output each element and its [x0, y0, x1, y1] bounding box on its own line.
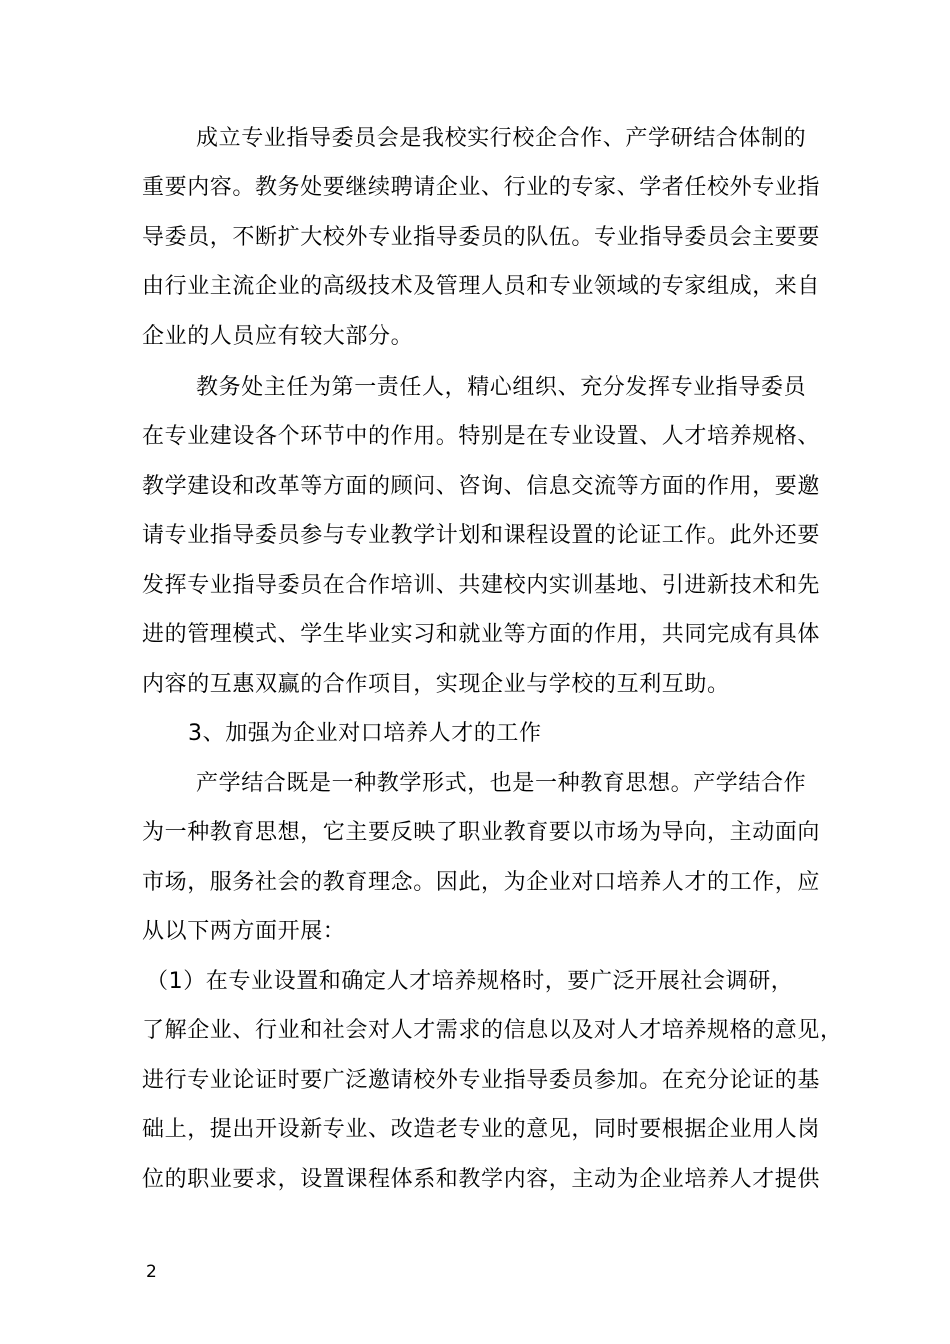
page-number: 2	[146, 1262, 157, 1282]
paragraph-3-line-4: 从以下两方面开展：	[142, 919, 346, 944]
paragraph-4-line-4: 础上，提出开设新专业、改造老专业的意见，同时要根据企业用人岗	[142, 1117, 821, 1142]
paragraph-1-line-1: 成立专业指导委员会是我校实行校企合作、产学研结合体制的	[196, 126, 807, 151]
paragraph-2-line-3: 教学建设和改革等方面的顾问、咨询、信息交流等方面的作用，要邀	[142, 474, 821, 499]
paragraph-2-line-6: 进的管理模式、学生毕业实习和就业等方面的作用，共同完成有具体	[142, 622, 821, 647]
paragraph-2-line-7: 内容的互惠双赢的合作项目，实现企业与学校的互利互助。	[142, 672, 730, 697]
section-heading: 3、加强为企业对口培养人才的工作	[188, 721, 542, 746]
paragraph-4-line-3: 进行专业论证时要广泛邀请校外专业指导委员参加。在充分论证的基	[142, 1068, 821, 1093]
paragraph-1-line-5: 企业的人员应有较大部分。	[142, 324, 414, 349]
paragraph-2-line-2: 在专业建设各个环节中的作用。特别是在专业设置、人才培养规格、	[142, 424, 821, 449]
paragraph-4-line-1: （1）在专业设置和确定人才培养规格时，要广泛开展社会调研，	[146, 969, 794, 994]
paragraph-2-line-1: 教务处主任为第一责任人，精心组织、充分发挥专业指导委员	[196, 375, 807, 400]
paragraph-1-line-4: 由行业主流企业的高级技术及管理人员和专业领域的专家组成，来自	[142, 274, 821, 299]
paragraph-3-line-2: 为一种教育思想，它主要反映了职业教育要以市场为导向，主动面向	[142, 820, 821, 845]
paragraph-4-line-5: 位的职业要求，设置课程体系和教学内容，主动为企业培养人才提供	[142, 1167, 821, 1192]
paragraph-2-line-4: 请专业指导委员参与专业教学计划和课程设置的论证工作。此外还要	[142, 523, 821, 548]
paragraph-1-line-2: 重要内容。教务处要继续聘请企业、行业的专家、学者任校外专业指	[142, 175, 821, 200]
paragraph-2-line-5: 发挥专业指导委员在合作培训、共建校内实训基地、引进新技术和先	[142, 573, 821, 598]
paragraph-3-line-3: 市场，服务社会的教育理念。因此，为企业对口培养人才的工作，应	[142, 870, 821, 895]
paragraph-3-line-1: 产学结合既是一种教学形式，也是一种教育思想。产学结合作	[196, 771, 807, 796]
paragraph-4-line-2: 了解企业、行业和社会对人才需求的信息以及对人才培养规格的意见，	[142, 1018, 843, 1043]
paragraph-1-line-3: 导委员，不断扩大校外专业指导委员的队伍。专业指导委员会主要要	[142, 225, 821, 250]
